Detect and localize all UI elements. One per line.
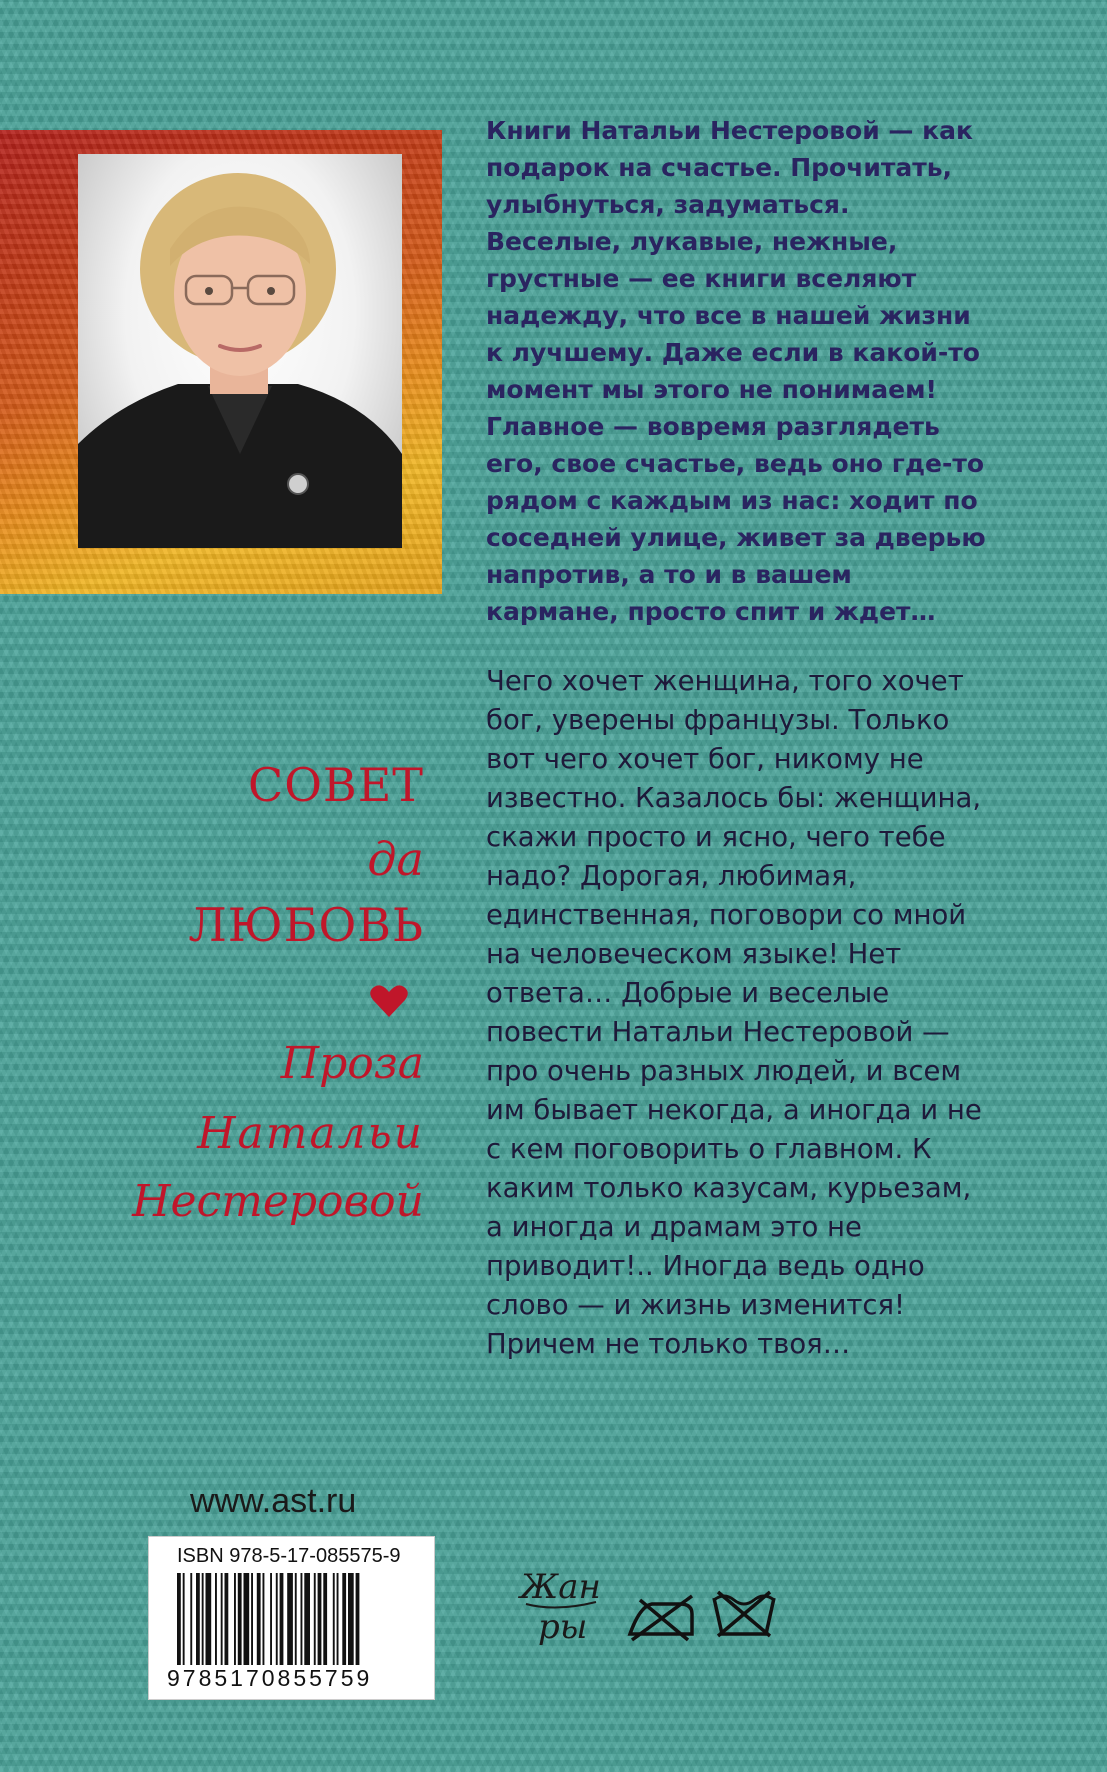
barcode-bar (215, 1573, 217, 1665)
book-title-word-2: да (367, 832, 424, 886)
isbn-text: ISBN 978-5-17-085575-9 (177, 1545, 401, 1567)
barcode-box (148, 1536, 435, 1700)
iron-care-icon (622, 1588, 700, 1644)
barcode-bar (251, 1573, 253, 1665)
barcode-bar (295, 1573, 297, 1665)
barcode-bar (196, 1573, 200, 1665)
barcode-bar (276, 1573, 278, 1665)
author-photo-frame (0, 130, 442, 594)
barcode-bar (280, 1573, 284, 1665)
barcode-bar (348, 1573, 354, 1665)
publisher-logo-bottom: ры (538, 1607, 588, 1647)
barcode-bar (206, 1573, 212, 1665)
barcode-bar (301, 1573, 303, 1665)
heart-icon (370, 984, 408, 1018)
publisher-logo-top: Жан (520, 1567, 601, 1607)
barcode-bar (202, 1573, 204, 1665)
book-title-word-1: СОВЕТ (248, 758, 424, 812)
barcode-bar (356, 1573, 360, 1665)
barcode-bar (183, 1573, 185, 1665)
series-line-1: Проза (280, 1038, 424, 1089)
barcode-bar (270, 1573, 272, 1665)
barcode-digits: 9785170855759 (167, 1665, 373, 1691)
barcode-bar (342, 1573, 346, 1665)
series-line-3: Нестеровой (132, 1176, 424, 1227)
barcode-bar (314, 1573, 316, 1665)
barcode-bar (244, 1573, 250, 1665)
barcode-bar (177, 1573, 181, 1665)
publisher-logo (516, 1556, 606, 1652)
barcode-bar (263, 1573, 265, 1665)
blurb-paragraph-2: Чего хочет женщина, того хочет бог, уверены французы. Только вот чего хочет бог, никому не известно. Казалось бы: женщина, скажи просто и ясно, чего тебе надо? Дорогая, любимая, единственная, поговори со мной на человеческом языке! Нет ответа… Добрые и веселые повести Натальи Нестеровой — про очень разных людей, и всем им бывает некогда, а иногда и не с кем поговорить о главном. К каким только казусам, курьезам, а иногда и драмам это не приводит!.. Иногда ведь одно слово — и жизнь изменится! Причем не только твоя… (486, 665, 982, 1360)
barcode-bar (221, 1573, 223, 1665)
barcode-bar (304, 1573, 310, 1665)
barcode-bar (323, 1573, 327, 1665)
barcode-bar (190, 1573, 192, 1665)
publisher-website: www.ast.ru (190, 1482, 357, 1520)
barcode-bar (225, 1573, 229, 1665)
barcode-bar (287, 1573, 293, 1665)
series-line-2: Натальи (197, 1108, 424, 1159)
blurb-paragraph-1: Книги Натальи Нестеровой — как подарок на счастье. Прочитать, улыбнуться, задуматься. Веселые, лукавые, нежные, грустные — ее книги вселяют надежду, что все в нашей жизни к лучшему. Даже если в какой-то момент мы этого не понимаем! Главное — вовремя разглядеть его, свое счастье, ведь оно где-то рядом с каждым из нас: ходит по соседней улице, живет за дверью напротив, а то и в вашем кармане, просто спит и ждет… (486, 116, 986, 626)
barcode-bar (318, 1573, 322, 1665)
book-title-word-3: ЛЮБОВЬ (188, 898, 424, 952)
barcode-bar (234, 1573, 236, 1665)
author-portrait (78, 154, 402, 548)
barcode-bars (177, 1573, 407, 1665)
barcode-bar (337, 1573, 339, 1665)
barcode-bar (333, 1573, 335, 1665)
barcode-bar (238, 1573, 242, 1665)
barcode-bar (257, 1573, 261, 1665)
wash-care-icon (708, 1586, 780, 1642)
